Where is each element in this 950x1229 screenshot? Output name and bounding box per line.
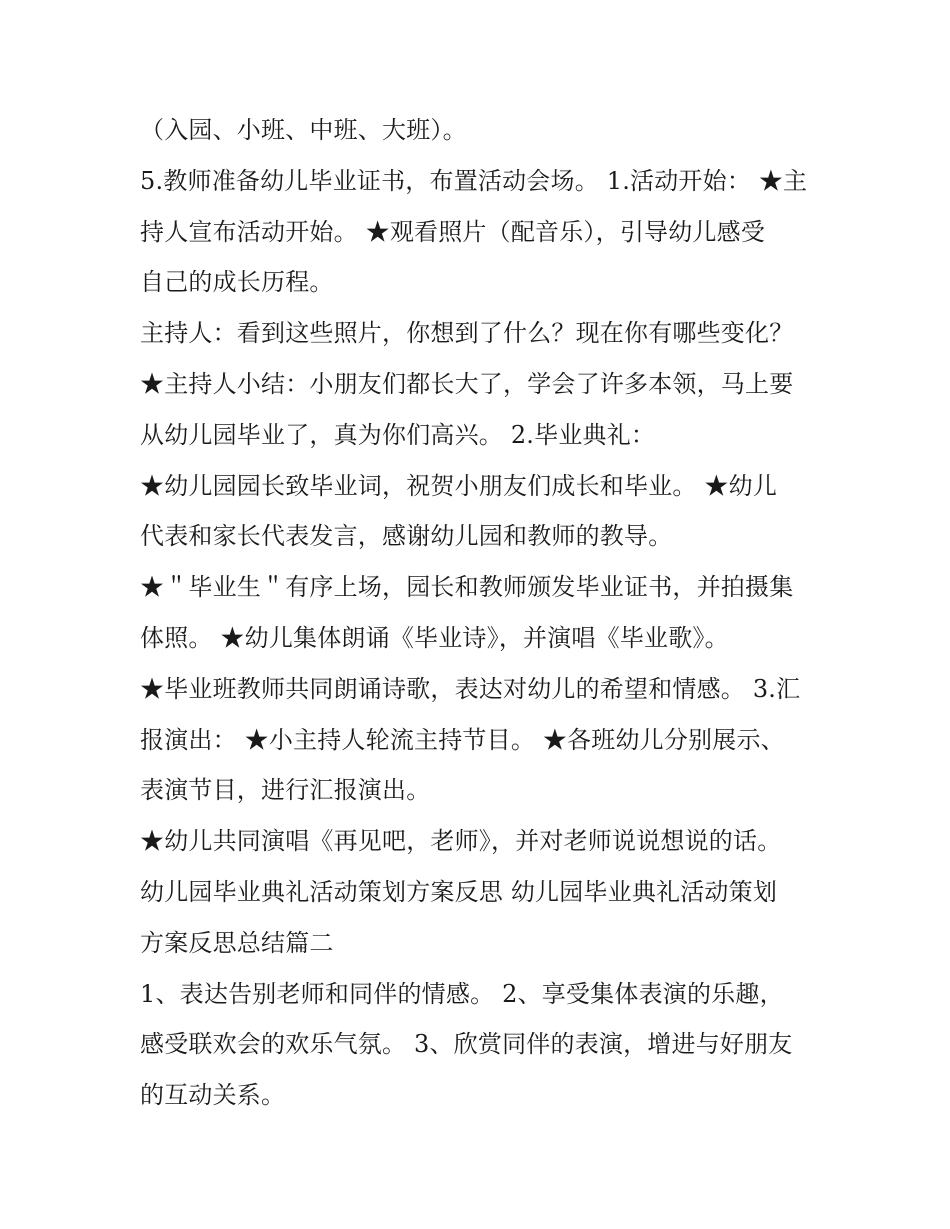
text-line: 1、表达告别老师和同伴的情感。 2、享受集体表演的乐趣， (140, 979, 784, 1008)
text-line: 5.教师准备幼儿毕业证书，布置活动会场。 1.活动开始： ★主 (140, 166, 808, 195)
text-line: （入园、小班、中班、大班）。 (140, 116, 467, 144)
text-line: ★毕业班教师共同朗诵诗歌，表达对幼儿的希望和情感。 3.汇 (140, 674, 801, 703)
text-line: 从幼儿园毕业了，真为你们高兴。 2.毕业典礼： (140, 420, 656, 449)
text-line: 体照。 ★幼儿集体朗诵《毕业诗》，并演唱《毕业歌》。 (140, 623, 729, 652)
text-line: 幼儿园毕业典礼活动策划方案反思 幼儿园毕业典礼活动策划 (140, 877, 778, 906)
text-line: ★＂毕业生＂有序上场，园长和教师颁发毕业证书，并拍摄集 (140, 573, 794, 602)
text-line: 自己的成长历程。 (140, 268, 334, 297)
text-line: 主持人：看到这些照片，你想到了什么？现在你有哪些变化？ (140, 319, 794, 348)
text-line: ★主持人小结：小朋友们都长大了，学会了许多本领，马上要 (140, 369, 794, 398)
text-line: 代表和家长代表发言，感谢幼儿园和教师的教导。 (140, 522, 673, 551)
text-line: 方案反思总结篇二 (140, 928, 334, 957)
text-line: 报演出： ★小主持人轮流主持节目。 ★各班幼儿分别展示、 (140, 725, 785, 754)
text-line: 持人宣布活动开始。 ★观看照片（配音乐），引导幼儿感受 (140, 217, 766, 246)
text-line: 表演节目，进行汇报演出。 (140, 776, 431, 805)
text-line: ★幼儿共同演唱《再见吧，老师》，并对老师说说想说的话。 (140, 827, 782, 856)
text-line: ★幼儿园园长致毕业词，祝贺小朋友们成长和毕业。 ★幼儿 (140, 471, 778, 500)
body-text (140, 105, 820, 1121)
text-line: 感受联欢会的欢乐气氛。 3、欣赏同伴的表演，增进与好朋友 (140, 1030, 793, 1059)
text-line: 的互动关系。 (140, 1081, 286, 1110)
